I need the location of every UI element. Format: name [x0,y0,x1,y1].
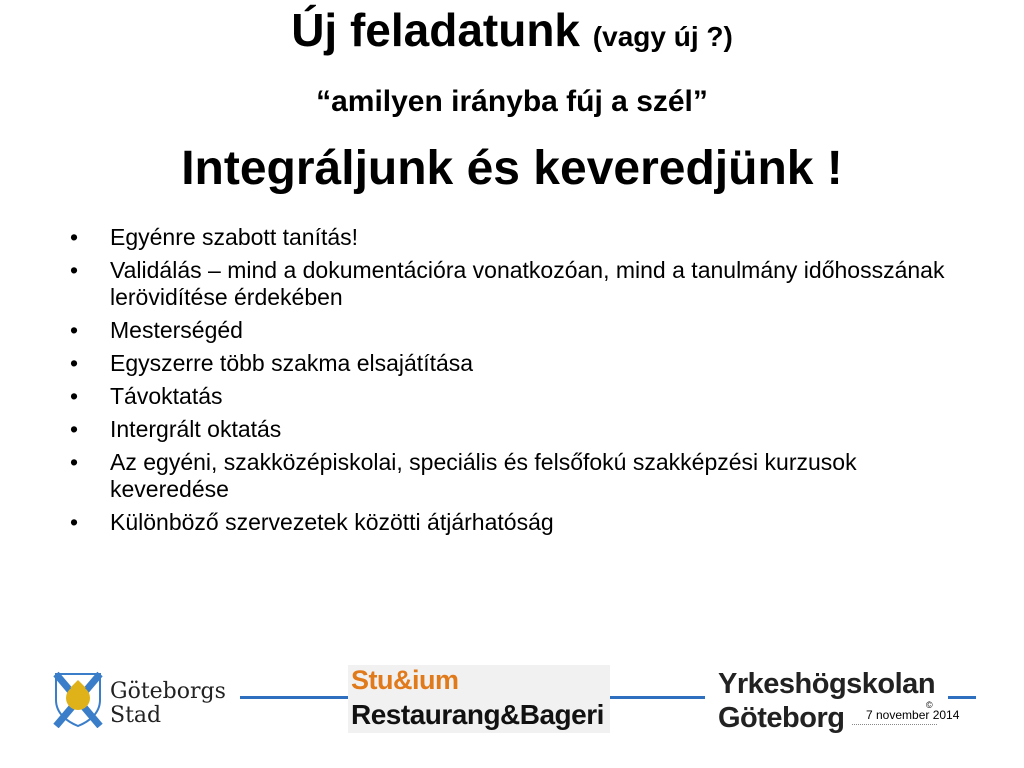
list-item: • Az egyéni, szakközépiskolai, speciális és felsőfokú szakképzési kurzusok keveredése [70,449,970,503]
title-quote: “amilyen irányba fúj a szél” [316,85,708,118]
studium-name: Stu&ium [351,665,459,695]
restaurang-bageri: Restaurang&Bageri [351,699,604,730]
footer [0,650,1024,768]
list-item: • Távoktatás [70,383,970,410]
list-item: • Intergrált oktatás [70,416,970,443]
yh-logo-line-1: Yrkeshögskolan [718,668,936,700]
yh-logo-line-2: Göteborg [718,702,845,734]
list-item: • Mesterségéd [70,317,970,344]
list-item: • Validálás – mind a dokumentációra vonatkozóan, mind a tanulmány időhosszának lerövidítése érdekében [70,257,970,311]
list-item: • Egyszerre több szakma elsajátítása [70,350,970,377]
gbg-line-2: Stad [110,703,162,728]
gbg-line-1: Göteborgs [110,679,226,704]
divider-rule [948,696,976,699]
title-main: Új feladatunk [291,4,581,56]
list-item: • Egyénre szabott tanítás! [70,224,970,251]
city-crest-icon [52,670,104,728]
title-paren: (vagy új ?) [592,21,733,52]
title-line-1 [0,2,1024,65]
divider-rule [610,696,705,699]
studium-logo [348,665,610,733]
list-item: • Különböző szervezetek közötti átjárhatóság [70,509,970,536]
goteborgs-stad-text [110,680,226,728]
divider-rule [240,696,350,699]
dotted-divider [852,724,937,725]
copyright-icon: © [926,700,933,710]
title-headline: Integráljunk és keveredjünk ! [181,142,843,195]
bullet-list [70,224,970,542]
slide-date: 7 november 2014 [866,708,960,722]
